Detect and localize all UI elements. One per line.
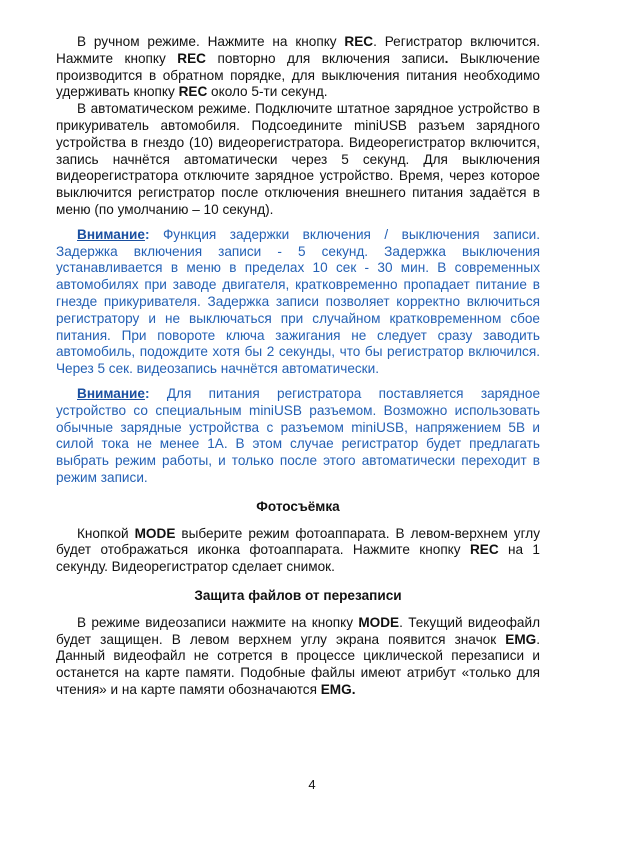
text: . Текущий видеофайл будет защищен. В левом верхнем углу экрана появится значок (56, 614, 540, 647)
note-delay-paragraph (56, 227, 540, 378)
attention-colon: : (144, 385, 150, 401)
text: повторно для включения записи (205, 50, 445, 66)
mode-keyword: MODE (134, 525, 176, 541)
attention-label: Внимание (77, 226, 145, 242)
page-content (56, 34, 540, 699)
text: выберите режим фотоаппарата. В левом-верхнем углу будет отображаться иконка фотоаппарата. Нажмите кнопку (56, 525, 540, 558)
note-text: Функция задержки включения / выключения записи. Задержка включения записи - 5 секунд. Задержка выключения устанавливается в меню в пределах 10 сек - 30 мин. В современных автомобилях при заводе двигателя, кратковременно пропадает питание в гнезде прикуривателя. Задержка записи позволяет корректно включиться регистратору и не выключаться при случайном кратковременном сбое питания. При повороте ключа зажигания не следует сразу заводить автомобиль, подождите хотя бы 2 секунды, что бы регистратор включился. Через 5 сек. видеозапись начнётся автоматически. (56, 226, 540, 377)
rec-keyword: REC (469, 542, 499, 558)
photo-heading: Фотосъёмка (256, 498, 340, 514)
text: около 5-ти секунд. (207, 84, 328, 100)
bold-period: . (444, 50, 449, 66)
protect-paragraph (56, 615, 540, 699)
text: Кнопкой (77, 525, 135, 541)
attention-label: Внимание (77, 385, 145, 401)
protect-heading: Защита файлов от перезаписи (194, 587, 402, 603)
rec-keyword: REC (177, 50, 206, 66)
auto-mode-paragraph: В автоматическом режиме. Подключите штатное зарядное устройство в прикуриватель автомобиля. Подсоедините miniUSB разъем зарядного устройства в гнездо (10) видеорегистратора. Видеорегистратор включится, запись начнётся автоматически через 5 секунд. Для выключения видеорегистратора отключите зарядное устройство. Время, через которое выключится регистратор после отключения внешнего питания задаётся в меню (по умолчанию – 10 секунд). (56, 101, 540, 217)
mode-keyword: MODE (358, 614, 400, 630)
rec-keyword: REC (178, 84, 208, 100)
rec-keyword: REC (344, 34, 374, 49)
page-number: 4 (308, 777, 316, 792)
emg-keyword: EMG (505, 631, 537, 647)
text: Выключение производится в обратном порядке, для выключения питания необходимо удерживать кнопку (56, 50, 540, 100)
photo-paragraph (56, 526, 540, 576)
emg-keyword: EMG. (320, 681, 356, 697)
text: В ручном режиме. Нажмите на кнопку (77, 34, 345, 49)
text: на 1 секунду. Видеорегистратор сделает снимок. (56, 542, 540, 575)
manual-mode-paragraph (56, 34, 540, 101)
text: . Регистратор включится. Нажмите кнопку (56, 34, 540, 66)
text: В режиме видеозаписи нажмите на кнопку (77, 614, 359, 630)
note-charger-paragraph (56, 386, 540, 487)
note-text: Для питания регистратора поставляется зарядное устройство со специальным miniUSB разъемом. Возможно использовать обычные зарядные устройства с разъемом miniUSB, напряжением 5В и силой тока не менее 1А. В этом случае регистратор будет предлагать выбрать режим работы, и только после этого автоматически переходит в режим записи. (56, 385, 540, 485)
text: . Данный видеофайл не сотрется в процессе циклической перезаписи и останется на карте памяти. Подобные файлы имеют атрибут «только для чтения» и на карте памяти обозначаются (56, 631, 540, 697)
attention-colon: : (144, 226, 150, 242)
